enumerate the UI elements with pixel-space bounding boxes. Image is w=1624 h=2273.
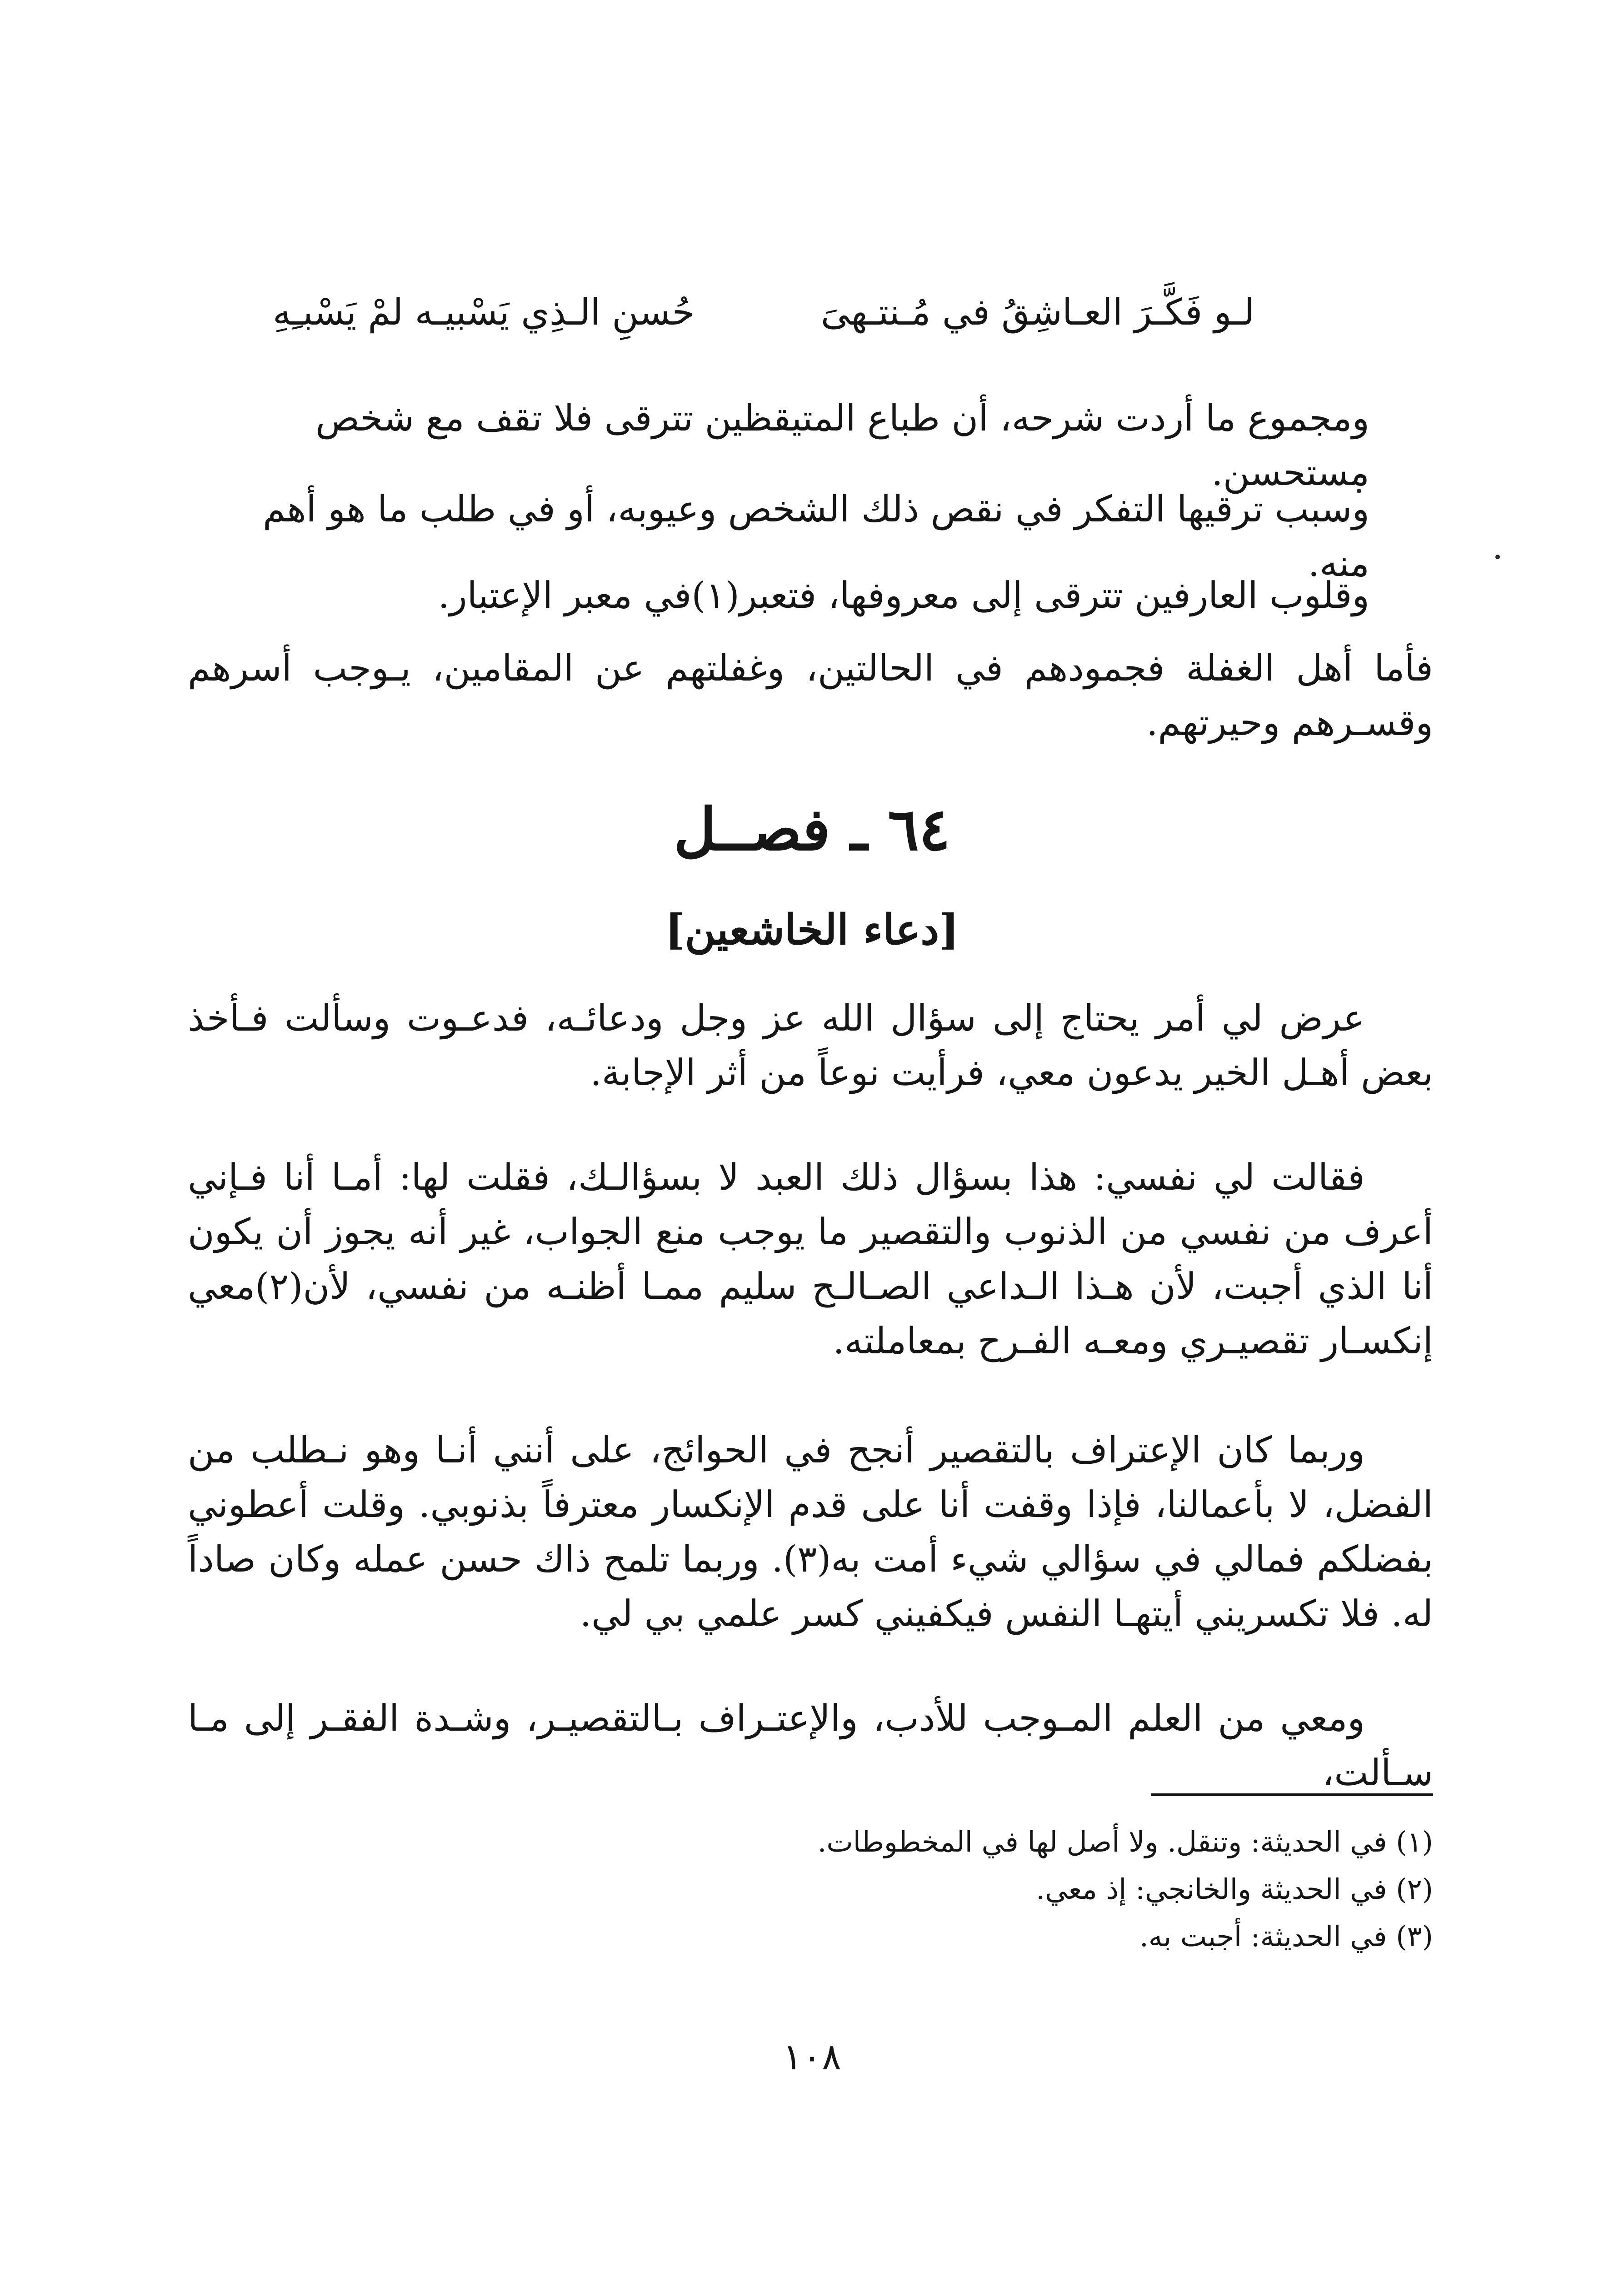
paragraph: وقلوب العارفين تترقى إلى معروفها، فتعبر(١)في معبر الإعتبار. — [438, 574, 1369, 616]
body-paragraph: ومعي من العلم المـوجب للأدب، والإعتـراف بـالتقصيـر، وشـدة الفقـر إلى مـا سـألت، — [188, 1697, 1433, 1794]
paragraph: فأما أهل الغفلة فجمودهم في الحالتين، وغفلتهم عن المقامين، يـوجب أسرهم وقسـرهم وحيرتهم. — [188, 647, 1433, 744]
page-number: ١٠٨ — [783, 2036, 841, 2078]
body-paragraph: فقالت لي نفسي: هذا بسؤال ذلك العبد لا بسؤالـك، فقلت لها: أمـا أنا فـإني أعرف من نفسي من الذنوب والتقصير ما يوجب منع الجواب، غير أنه يجوز أن يكون أنا الذي أجبت، لأن هـذا الـداعي الصـالـح سليم ممـا أظنـه من نفسي، لأن(٢)معي إنكسـار تقصيـري ومعـه الفـرح بمعاملته. — [188, 1156, 1433, 1362]
footnote: (٢) في الحديثة والخانجي: إذ معي. — [1036, 1872, 1433, 1906]
chapter-title: ٦٤ ـ فصــل — [674, 796, 950, 864]
footnote: (٣) في الحديثة: أجبت به. — [1139, 1920, 1433, 1953]
body-paragraph: عرض لي أمر يحتاج إلى سؤال الله عز وجل ودعائـه، فدعـوت وسألت فـأخذ بعض أهـل الخير يدعون معي، فرأيت نوعاً من أثر الإجابة. — [188, 997, 1433, 1094]
body-paragraph: وربما كان الإعتراف بالتقصير أنجح في الحوائج، على أنني أنـا وهو نـطلب من الفضل، لا بأعمالنا، فإذا وقفت أنا على قدم الإنكسار معترفاً بذنوبي. وقلت أعطوني بفضلكم فمالي في سؤالي شيء أمت به(٣). وربما تلمح ذاك حسن عمله وكان صاداً له. فلا تكسريني أيتهـا النفس فيكفيني كسر علمي بي لي. — [188, 1429, 1433, 1635]
footnote-separator — [1151, 1793, 1433, 1796]
verse-second-hemistich: حُسنِ الـذِي يَسْبيـه لمْ يَسْبـِهِ — [273, 291, 695, 333]
paragraph: ومجموع ما أردت شرحه، أن طباع المتيقظين تترقى فلا تقف مع شخص مستحسن. — [315, 397, 1369, 494]
stray-ink-dot — [1495, 555, 1500, 559]
paragraph: وسبب ترقيها التفكر في نقص ذلك الشخص وعيوبه، أو في طلب ما هو أهم منه. — [263, 488, 1369, 585]
verse-first-hemistich: لـو فَكَّـرَ العـاشِقُ في مُـنتـهىَ — [820, 291, 1254, 333]
chapter-subtitle: [دعاء الخاشعين] — [665, 905, 959, 954]
footnotes — [188, 1818, 1433, 1960]
poetry-verse — [273, 291, 1254, 359]
footnote: (١) في الحديثة: وتنقل. ولا أصل لها في المخطوطات. — [817, 1825, 1433, 1858]
